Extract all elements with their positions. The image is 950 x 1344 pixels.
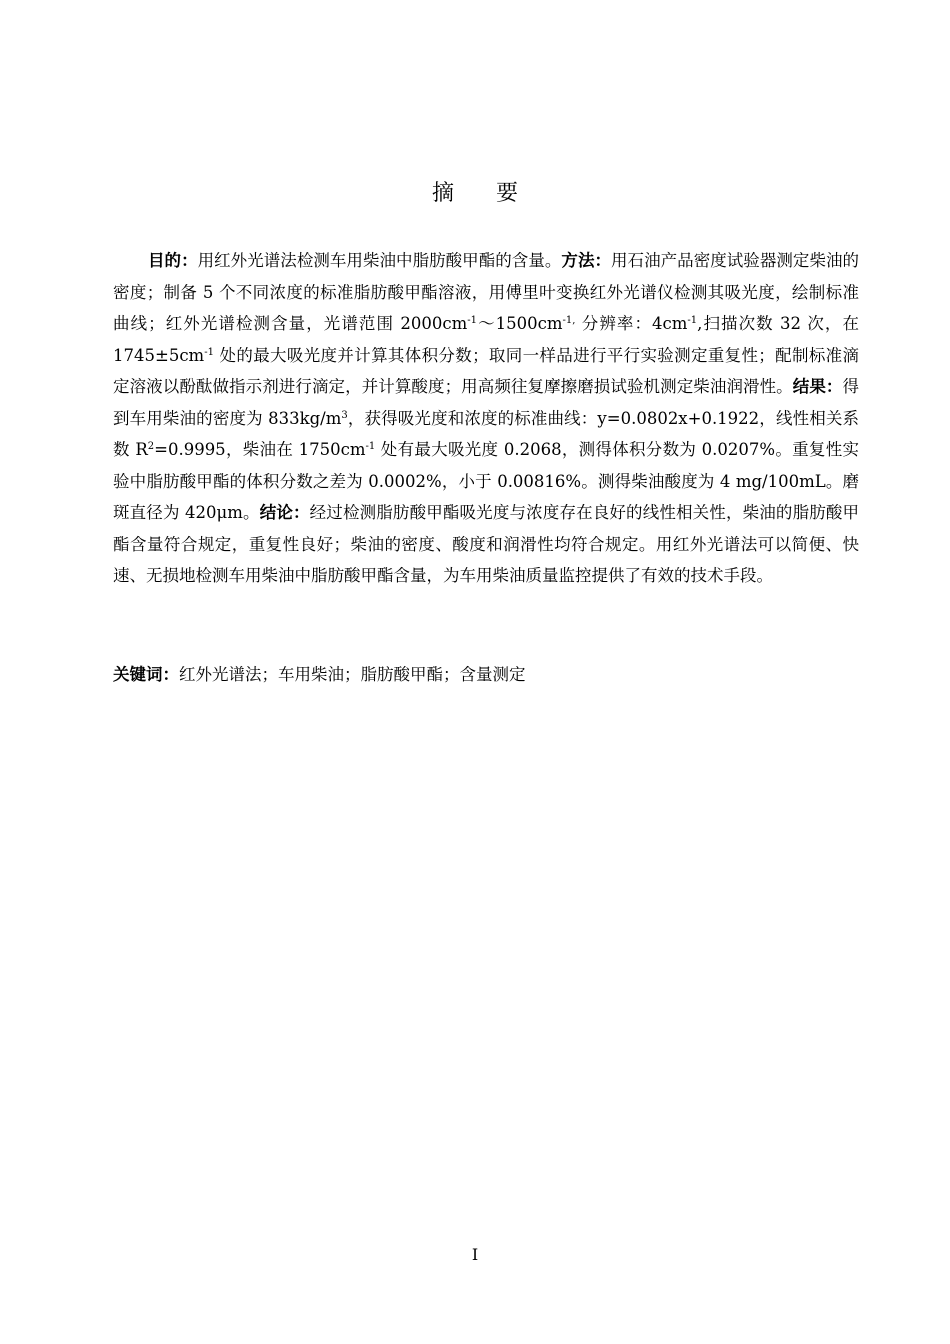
abstract-paragraph (113, 245, 859, 592)
result-sup-1: 3 (341, 409, 348, 421)
page-number: I (471, 1245, 479, 1264)
method-text-1: 用石油产品密度试验器测定柴油的密度；制备 5 个不同浓度的标准脂肪酸甲酯溶液，用傅里叶变换红外光谱仪检测其吸光度，绘制标准曲线；红外光谱检测含量，光谱范围 2000cm (113, 251, 860, 333)
conclusion-label: 结论： (259, 503, 310, 522)
method-sup-2: -1, (562, 315, 576, 326)
keywords-label: 关键词： (113, 665, 179, 684)
method-sup-1: -1 (467, 315, 477, 326)
method-text-3: 分辨率：4cm (575, 314, 688, 333)
title-char-2: 要 (496, 181, 519, 206)
abstract-title (0, 178, 950, 210)
result-text-1: 得到车用柴油的密度为 833kg/m (113, 377, 860, 428)
conclusion-text: 经过检测脂肪酸甲酯吸光度与浓度存在良好的线性相关性，柴油的脂肪酸甲酯含量符合规定，重复性良好；柴油的密度、酸度和润滑性均符合规定。用红外光谱法可以简便、快速、无损地检测车用柴油中脂肪酸甲酯含量，为车用柴油质量监控提供了有效的技术手段。 (113, 503, 860, 585)
result-sup-2: 2 (147, 441, 155, 452)
keywords-line (113, 659, 859, 691)
method-text-4: ,扫描次数 32 次，在 1745±5cm (113, 314, 859, 365)
method-text-5: 处的最大吸光度并计算其体积分数；取同一样品进行平行实验测定重复性；配制标准滴定溶液以酚酞做指示剂进行滴定，并计算酸度；用高频往复摩擦磨损试验机测定柴油润滑性。 (113, 345, 859, 396)
method-label: 方法： (561, 251, 612, 270)
result-text-3: =0.9995，柴油在 1750cm (154, 440, 366, 459)
result-text-2: ，获得吸光度和浓度的标准曲线：y=0.0802x+0.1922，线性相关系数 R (113, 408, 859, 459)
purpose-label: 目的： (148, 251, 198, 270)
result-text-4: 处有最大吸光度 0.2068，测得体积分数为 0.0207%。重复性实验中脂肪酸甲酯的体积分数之差为 0.0002%，小于 0.00816%。测得柴油酸度为 4 mg/100mL。磨斑直径为 420μm。 (113, 440, 860, 522)
method-sup-4: -1 (204, 346, 214, 358)
method-text-2: ～1500cm (477, 314, 563, 333)
result-label: 结果： (792, 377, 843, 396)
result-sup-3: -1 (365, 441, 376, 452)
keywords-text: 红外光谱法；车用柴油；脂肪酸甲酯；含量测定 (179, 665, 526, 684)
method-sup-3: -1 (687, 315, 698, 326)
title-char-1: 摘 (431, 181, 454, 206)
purpose-text: 用红外光谱法检测车用柴油中脂肪酸甲酯的含量。 (197, 251, 562, 270)
